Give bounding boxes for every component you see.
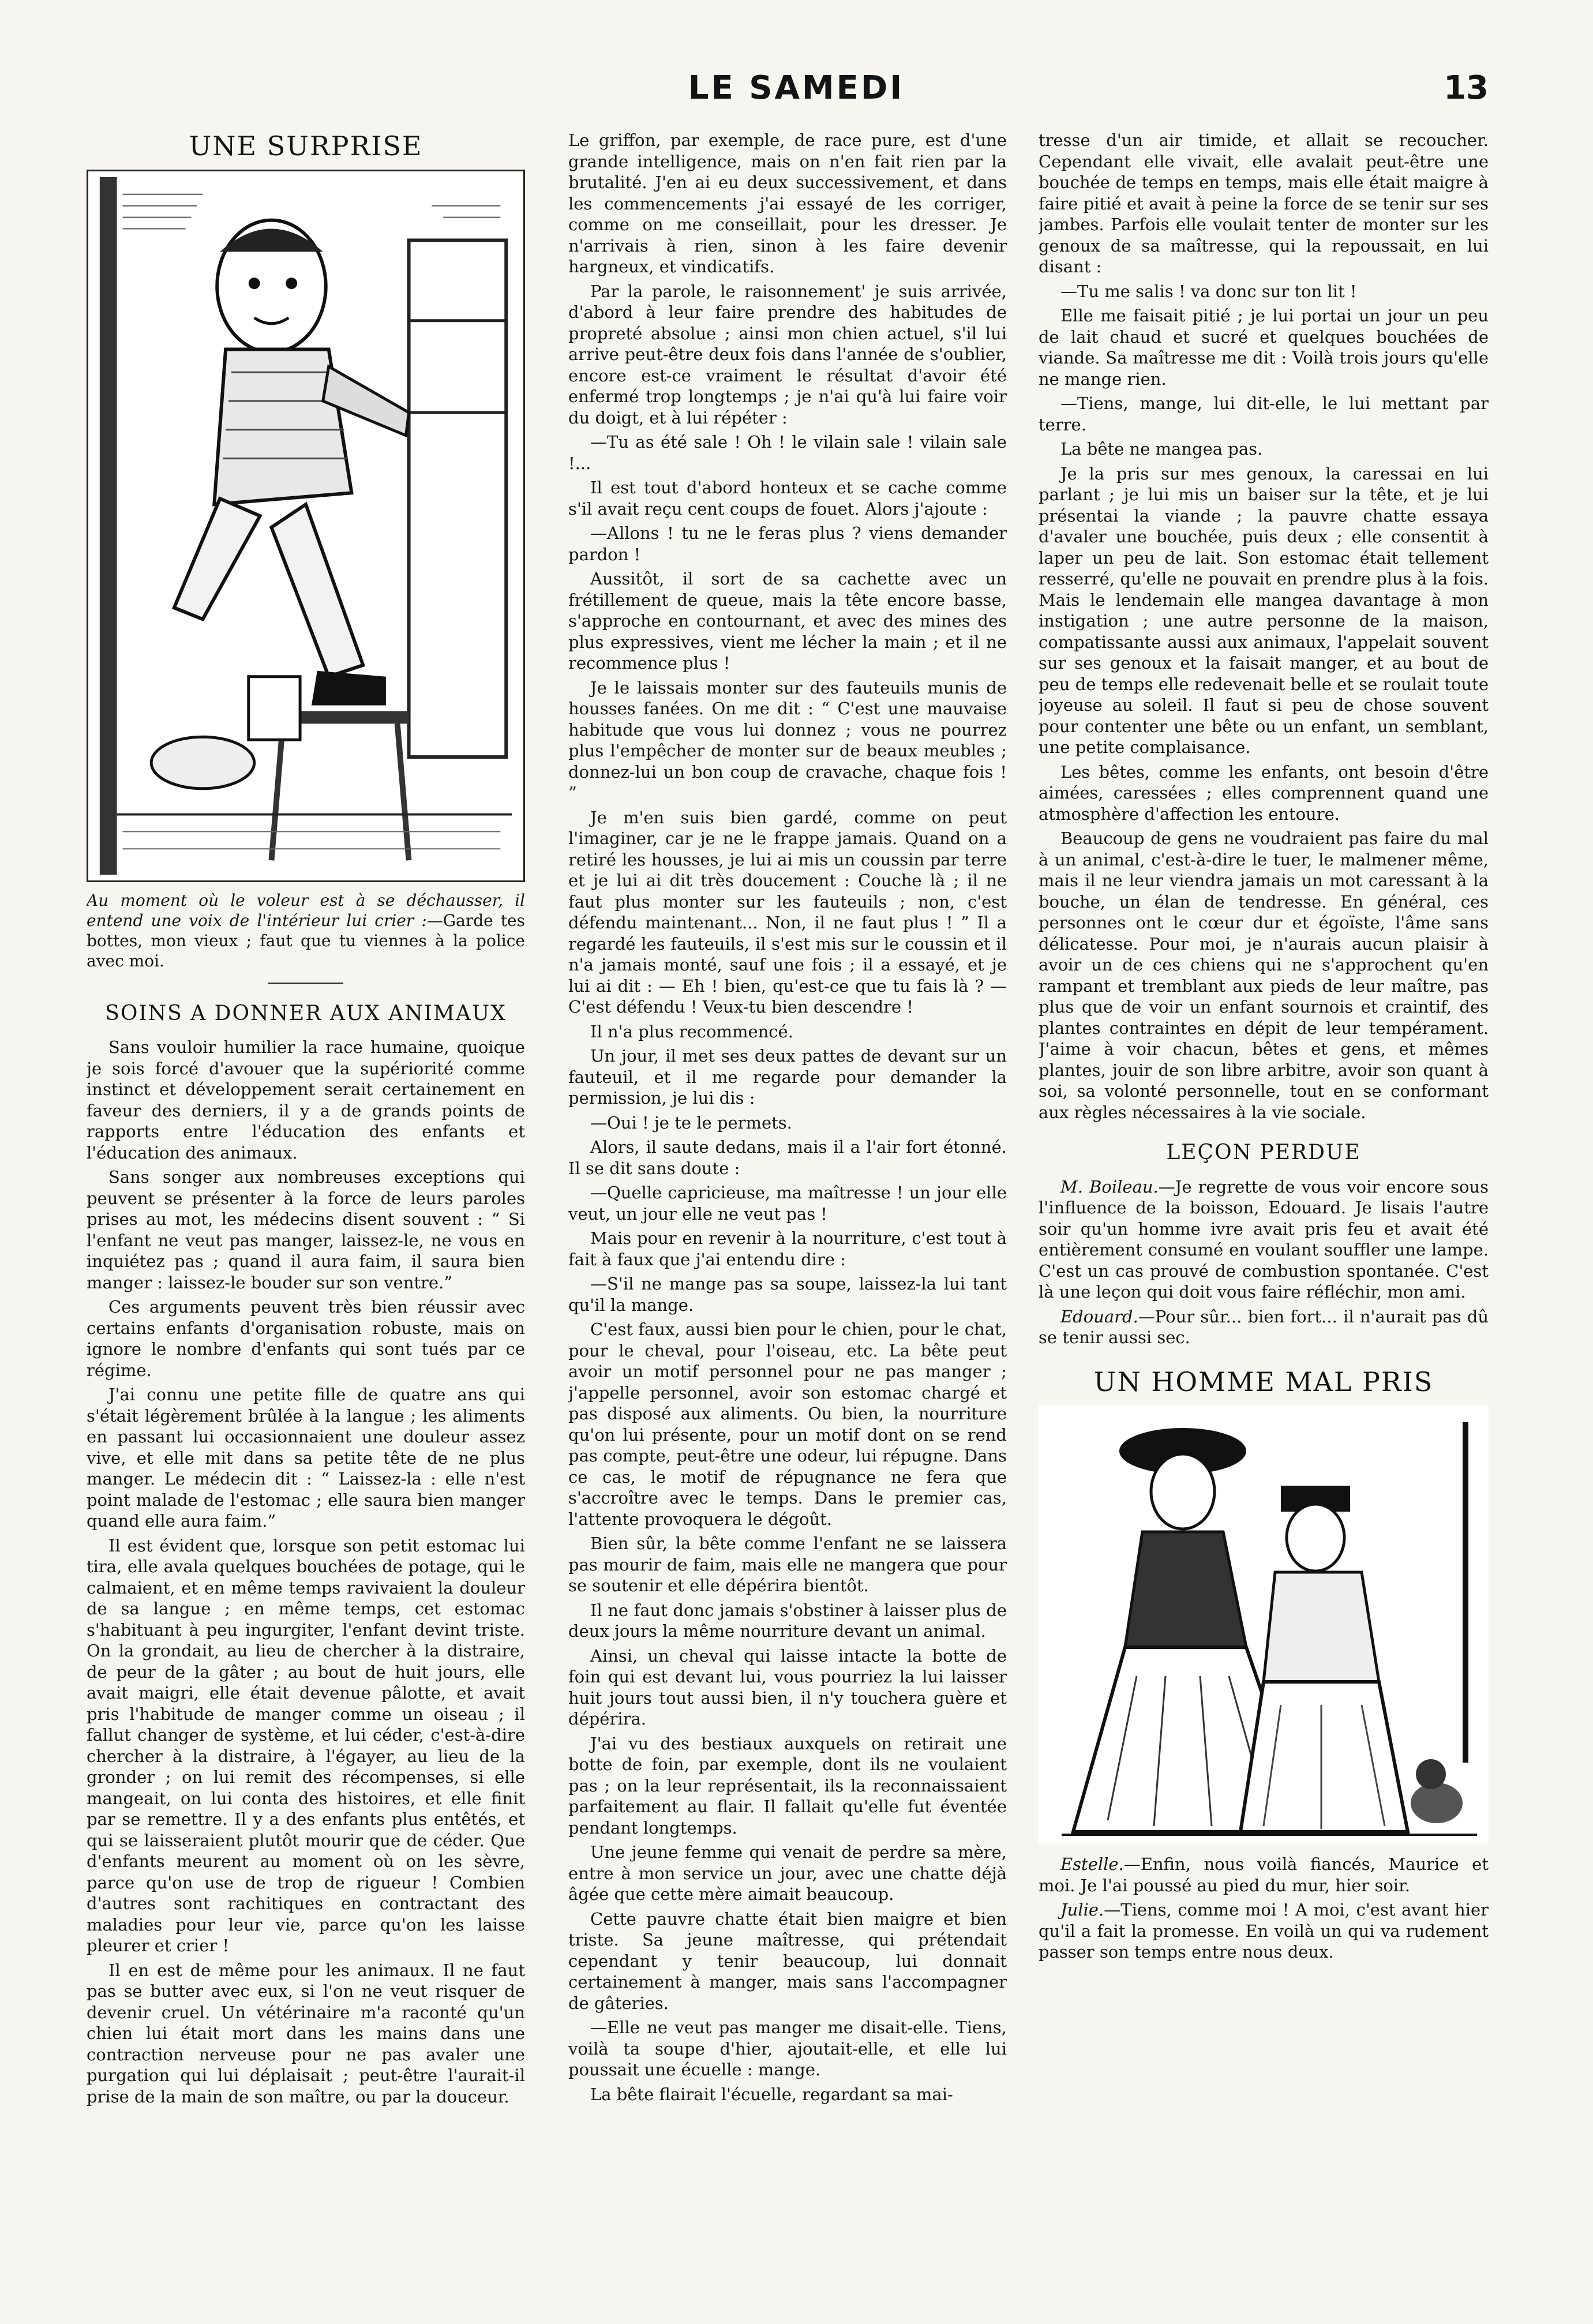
paragraph: tresse d'un air timide, et allait se recoucher. Cependant elle vivait, elle avalait peut-être une bouchée de temps en temps, mais elle était maigre à faire pitié et avait à peine la force de se tenir sur ses jambes. Parfois elle voulait tenter de monter sur les genoux de sa maîtresse, qui la repoussait, en lui disant : xyxy=(1039,130,1489,276)
soins-col1-body xyxy=(87,1037,525,2107)
paragraph: Il ne faut donc jamais s'obstiner à laisser plus de deux jours la même nourriture devant un animal. xyxy=(568,1600,1007,1641)
homme-title: UN HOMME MAL PRIS xyxy=(1093,1366,1434,1397)
paragraph: Les bêtes, comme les enfants, ont besoin d'être aimées, caressées ; elles comprennent quand une atmosphère d'affection les entoure. xyxy=(1039,762,1489,824)
dialog-text: —Enfin, nous voilà fiancés, Maurice et moi. Je l'ai poussé au pied du mur, hier soir. xyxy=(1039,1854,1489,1895)
paragraph: Sans songer aux nombreuses exceptions qui peuvent se présenter à la force de leurs paroles prises au mot, les médecins disent souvent : “ Si l'enfant ne veut pas manger, laissez-le, ne vous en inquiétez pas ; quand il aura faim, il saura bien manger : laissez-le bouder sur son ventre.” xyxy=(87,1167,525,1292)
paragraph: Par la parole, le raisonnement' je suis arrivée, d'abord à leur faire prendre des habitudes de propreté absolue ; ainsi mon chien actuel, s'il lui arrive peut-être deux fois dans l'année de s'oublier, encore est-ce vraiment le résultat d'avoir été enfermé trop longtemps ; je n'ai qu'à lui faire voir du doigt, et à lui répéter : xyxy=(568,281,1007,428)
paragraph: —Tiens, mange, lui dit-elle, le lui mettant par terre. xyxy=(1039,393,1489,434)
paragraph: Le griffon, par exemple, de race pure, est d'une grande intelligence, mais on n'en fait rien par la brutalité. J'en ai eu deux successivement, et dans les commencements j'ai essayé de les corriger, comme on me conseillait, pour les dresser. Je n'arrivais à rien, sinon à les faire devenir hargneux, et vindicatifs. xyxy=(568,130,1007,276)
lecon-title: LEÇON PERDUE xyxy=(1166,1141,1361,1164)
paragraph: Un jour, il met ses deux pattes de devant sur un fauteuil, et il me regarde pour demander la permission, je lui dis : xyxy=(568,1046,1007,1108)
paragraph: —Quelle capricieuse, ma maîtresse ! un jour elle veut, un jour elle ne veut pas ! xyxy=(568,1183,1007,1224)
paragraph: C'est faux, aussi bien pour le chien, pour le chat, pour le cheval, pour l'oiseau, etc. La bête peut avoir un motif personnel pour ne pas manger ; j'appelle personnel, avoir son estomac chargé et pas disposé aux aliments. Ou bien, la nourriture qu'on lui présente, pour un motif dont on se rend pas compte, peut-être une odeur, lui répugne. Dans ce cas, le motif de répugnance ne fera que s'accroître avec le temps. Dans le premier cas, l'attente provoquera le dégoût. xyxy=(568,1320,1007,1529)
caption-italic: Au moment où le voleur est à se déchausser, il entend une voix de l'intérieur lui crier : xyxy=(87,890,525,930)
dialog-line xyxy=(1039,1854,1489,1896)
paragraph: —Tu me salis ! va donc sur ton lit ! xyxy=(1060,281,1357,301)
divider xyxy=(268,983,343,984)
speaker-name: Estelle. xyxy=(1060,1854,1124,1874)
paragraph: Cette pauvre chatte était bien maigre et bien triste. Sa jeune maîtresse, qui prétendait cependant y tenir beaucoup, lui donnait certainement à manger, mais sans l'accompagner de gâteries. xyxy=(568,1909,1007,2013)
thief-illustration xyxy=(87,170,525,882)
dialog-line xyxy=(1039,1176,1489,1303)
column-3 xyxy=(1039,130,1489,2276)
caption-text: —Garde tes bottes, mon vieux ; faut que tu viennes à la police avec moi. xyxy=(87,910,525,970)
paragraph: —Elle ne veut pas manger me disait-elle. Tiens, voilà ta soupe d'hier, ajoutait-elle, et elle lui poussait une écuelle : mange. xyxy=(568,2018,1007,2079)
column-1 xyxy=(87,130,525,2276)
paragraph: Il est tout d'abord honteux et se cache comme s'il avait reçu cent coups de fouet. Alors j'ajoute : xyxy=(568,478,1007,519)
thief-drawing xyxy=(88,171,523,880)
paragraph: La bête ne mangea pas. xyxy=(1060,439,1263,459)
column-2 xyxy=(568,130,1007,2276)
paragraph: J'ai vu des bestiaux auxquels on retirait une botte de foin, par exemple, dont ils ne voulaient pas ; on la leur représentait, ils la reconnaissaient parfaitement au flair. Il fallait qu'elle fut éventée pendant longtemps. xyxy=(568,1733,1007,1838)
paragraph: Ces arguments peuvent très bien réussir avec certains enfants d'organisation robuste, mais on ignore le nombre d'enfants qui sont tués par ce régime. xyxy=(87,1297,525,1380)
paragraph: Je m'en suis bien gardé, comme on peut l'imaginer, car je ne le frappe jamais. Quand on a retiré les housses, je lui ai mis un coussin par terre et je lui ai dit très doucement : Couche là ; il ne faut plus monter sur les fauteuils ; non, c'est défendu maintenant... Non, il ne faut plus ! ” Il a regardé les fauteuils, il s'est mis sur le coussin et il n'a jamais monté, sauf une fois ; il a essayé, et je lui ai dit : — Eh ! bien, qu'est-ce que tu fais là ? — C'est défendu ! Veux-tu bien descendre ! xyxy=(568,807,1007,1017)
paragraph: Il en est de même pour les animaux. Il ne faut pas se butter avec eux, si l'on ne veut risquer de devenir cruel. Un vétérinaire m'a raconté qu'un chien lui était mort dans les mains dans une contraction nerveuse pour ne pas avaler une purgation qui lui déplaisait ; peut-être l'aurait-il prise de la main de son maître, ou par la douceur. xyxy=(87,1960,525,2106)
paragraph: Une jeune femme qui venait de perdre sa mère, entre à mon service un jour, avec une chatte déjà âgée que cette mère aimait beaucoup. xyxy=(568,1842,1007,1904)
masthead xyxy=(92,69,1500,121)
page-number: 13 xyxy=(1444,69,1489,107)
dialog-text: —Pour sûr... bien fort... il n'aurait pas dû se tenir aussi sec. xyxy=(1039,1306,1489,1347)
dialog-text: —Tiens, comme moi ! A moi, c'est avant hier qu'il a fait la promesse. En voilà un qui va rudement passer son temps entre nous deux. xyxy=(1039,1900,1489,1962)
newspaper-title: LE SAMEDI xyxy=(688,69,905,107)
paragraph: Mais pour en revenir à la nourriture, c'est tout à fait à faux que j'ai entendu dire : xyxy=(568,1228,1007,1269)
paragraph: —S'il ne mange pas sa soupe, laissez-la lui tant qu'il la mange. xyxy=(568,1274,1007,1315)
paragraph: J'ai connu une petite fille de quatre ans qui s'était légèrement brûlée à la langue ; les aliments en passant lui occasionnaient une douleur assez vive, et elle mit dans sa petite tête de ne plus manger. Le médecin dit : “ Laissez-la : elle n'est point malade de l'estomac ; elle saura bien manger quand elle aura faim.” xyxy=(87,1385,525,1531)
paragraph: Beaucoup de gens ne voudraient pas faire du mal à un animal, c'est-à-dire le tuer, le malmener même, mais il ne leur viendra jamais un mot caressant à la bouche, un élan de tendresse. En général, ces personnes ont le cœur dur et égoïste, l'âme sans délicatesse. Pour moi, je n'aurais aucun plaisir à avoir un de ces chiens qui ne s'approchent qu'en rampant et tremblant aux pieds de leur maître, pas plus que de voir un enfant sournois et craintif, des plantes contraintes en dépit de leur tempérament. J'aime à voir chacun, bêtes et gens, et mêmes plantes, jouir de son libre arbitre, avoir son quant à soi, sa volonté personnelle, tout en se conformant aux règles nécessaires à la vie sociale. xyxy=(1039,829,1489,1122)
dialog-line xyxy=(1039,1899,1489,1963)
paragraph: Alors, il saute dedans, mais il a l'air fort étonné. Il se dit sans doute : xyxy=(568,1137,1007,1178)
dialog-text: —Je regrette de vous voir encore sous l'influence de la boisson, Edouard. Je lisais l'autre soir qu'un homme ivre avait pris feu et avait été entièrement consumé en voulant souffler une lampe. C'est un cas prouvé de combustion spontanée. C'est là une leçon qui doit vous faire réfléchir, mon ami. xyxy=(1039,1176,1489,1302)
lecon-dialog xyxy=(1039,1176,1489,1348)
homme-dialog xyxy=(1039,1854,1489,1963)
dialog-line xyxy=(1039,1306,1489,1348)
paragraph: —Allons ! tu ne le feras plus ? viens demander pardon ! xyxy=(568,523,1007,564)
paragraph: Il n'a plus recommencé. xyxy=(590,1021,793,1041)
paragraph: La bête flairait l'écuelle, regardant sa mai- xyxy=(590,2084,953,2104)
surprise-title: UNE SURPRISE xyxy=(189,130,423,162)
paragraph: —Tu as été sale ! Oh ! le vilain sale ! vilain sale !... xyxy=(568,432,1007,473)
paragraph: —Oui ! je te le permets. xyxy=(590,1112,792,1133)
women-drawing xyxy=(1039,1405,1489,1843)
paragraph: Sans vouloir humilier la race humaine, quoique je sois forcé d'avouer que la supériorité comme instinct et développement serait certainement en faveur des derniers, il y a de grands points de rapports entre l'éducation des enfants et l'éducation des animaux. xyxy=(87,1037,525,1163)
speaker-name: Edouard. xyxy=(1060,1306,1138,1326)
paragraph: Elle me faisait pitié ; je lui portai un jour un peu de lait chaud et sucré et quelques bouchées de viande. Sa maîtresse me dit : Voilà trois jours qu'elle ne mange rien. xyxy=(1039,306,1489,389)
paragraph: Il est évident que, lorsque son petit estomac lui tira, elle avala quelques bouchées de potage, qui le calmaient, et en même temps ravivaient la douleur de sa langue ; en même temps, cet estomac s'habituant à peu ingurgiter, l'enfant devint triste. On la grondait, au lieu de chercher à la distraire, de peur de la gâter ; au bout de huit jours, elle avait maigri, elle était devenue pâlotte, et avait pris l'habitude de manger comme un oiseau ; il fallut changer de système, et lui céder, c'est-à-dire chercher à la distraire, à l'égayer, au lieu de la gronder ; on lui remit des récompenses, si elle mangeait, on lui conta des histoires, et elle finit par se remettre. Il y a des enfants plus entêtés, et qui se laisseraient plutôt mourir que de céder. Que d'enfants meurent au moment où on les sèvre, parce qu'on use de trop de rigueur ! Combien d'autres sont rachitiques en contractant des maladies pour leur vie, parce qu'on les laisse pleurer et crier ! xyxy=(87,1535,525,1955)
paragraph: Aussitôt, il sort de sa cachette avec un frétillement de queue, mais la tête encore basse, s'approche en contournant, et avec des mines des plus expressives, vient me lécher la main ; et il ne recommence plus ! xyxy=(568,569,1007,673)
speaker-name: M. Boileau. xyxy=(1060,1176,1159,1197)
surprise-caption xyxy=(87,890,525,971)
speaker-name: Julie. xyxy=(1060,1900,1104,1920)
soins-title: SOINS A DONNER AUX ANIMAUX xyxy=(105,1001,507,1025)
paragraph: Bien sûr, la bête comme l'enfant ne se laissera pas mourir de faim, mais elle ne mangera que pour se soutenir et elle dépérira bientôt. xyxy=(568,1534,1007,1595)
paragraph: Ainsi, un cheval qui laisse intacte la botte de foin qui est devant lui, vous pourriez la lui laisser huit jours tout aussi bien, il n'y touchera guère et dépérira. xyxy=(568,1645,1007,1729)
paragraph: Je la pris sur mes genoux, la caressai en lui parlant ; je lui mis un baiser sur la tête, et je lui présentai la viande ; la pauvre chatte essaya d'avaler une bouchée, puis deux ; elle consentit à laper un peu de lait. Son estomac était tellement resserré, qu'elle ne pouvait en prendre plus à la fois. Mais le lendemain elle mangea davantage à mon instigation ; une autre personne de la maison, compatissante aussi aux animaux, l'appelait souvent sur ses genoux et la faisait manger, et au bout de peu de temps elle redevenait belle et se roulait toute joyeuse au soleil. Il faut si peu de chose souvent pour contenter une bête ou un enfant, un semblant, une petite complaisance. xyxy=(1039,463,1489,757)
women-illustration xyxy=(1039,1405,1489,1843)
paragraph: Je le laissais monter sur des fauteuils munis de housses fanées. On me dit : “ C'est une mauvaise habitude que vous lui donnez ; vous ne pourrez plus l'empêcher de monter sur de beaux meubles ; donnez-lui un bon coup de cravache, chaque fois ! ” xyxy=(568,677,1007,803)
